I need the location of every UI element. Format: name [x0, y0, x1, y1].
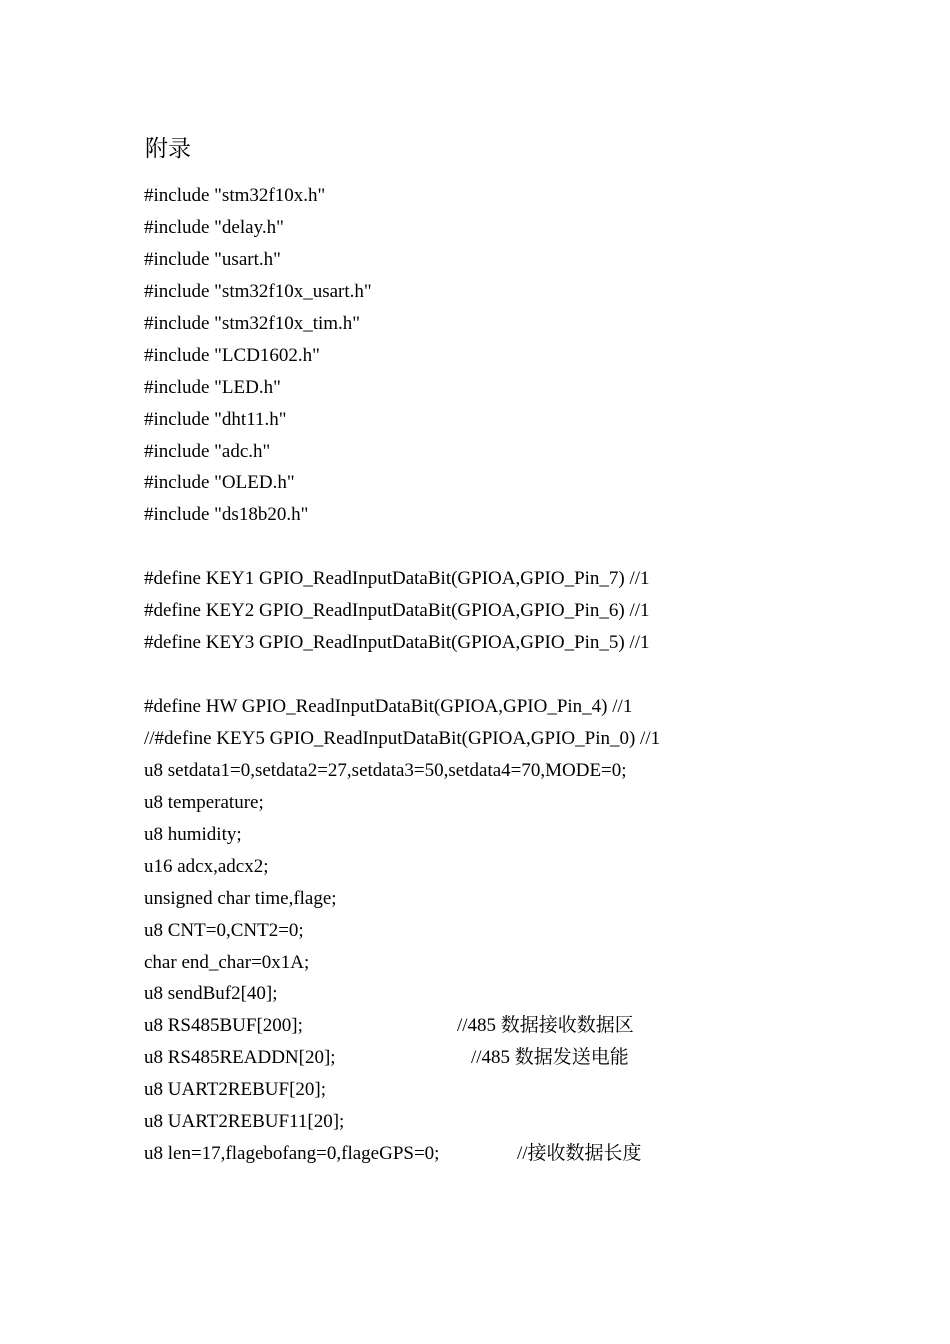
code-text: u8 sendBuf2[40];: [144, 983, 278, 1005]
code-line: [144, 1042, 904, 1074]
code-line: [144, 244, 904, 276]
code-line: [144, 1010, 904, 1042]
code-line: [144, 563, 904, 595]
code-text: //#define KEY5 GPIO_ReadInputDataBit(GPIOA,GPIO_Pin_0) //1: [144, 727, 661, 749]
code-text: #include "OLED.h": [144, 472, 295, 494]
code-line: [144, 659, 904, 691]
code-text: #include "stm32f10x_tim.h": [144, 312, 361, 334]
code-line: [144, 308, 904, 340]
code-line: [144, 212, 904, 244]
code-text: #define KEY3 GPIO_ReadInputDataBit(GPIOA,GPIO_Pin_5) //1: [144, 632, 650, 654]
code-text: u8 RS485BUF[200];: [144, 1015, 303, 1037]
code-comment: //485 数据接收数据区: [457, 1015, 634, 1037]
code-text: char end_char=0x1A;: [144, 951, 310, 973]
code-text: unsigned char time,flage;: [144, 887, 337, 909]
code-line: [144, 499, 904, 531]
code-text: #include "adc.h": [144, 440, 271, 462]
code-text: u8 CNT=0,CNT2=0;: [144, 919, 304, 941]
code-text: #include "delay.h": [144, 216, 284, 238]
code-text: #include "stm32f10x.h": [144, 185, 326, 206]
code-text: u8 setdata1=0,setdata2=27,setdata3=50,setdata4=70,MODE=0;: [144, 759, 627, 781]
code-line: [144, 1074, 904, 1106]
code-listing: [144, 180, 904, 1170]
code-text: u8 len=17,flagebofang=0,flageGPS=0;: [144, 1143, 440, 1165]
code-line: [144, 372, 904, 404]
code-line: [144, 340, 904, 372]
code-line: [144, 978, 904, 1010]
code-line: [144, 404, 904, 436]
code-text: #define HW GPIO_ReadInputDataBit(GPIOA,GPIO_Pin_4) //1: [144, 696, 633, 717]
code-line: [144, 595, 904, 627]
code-line: [144, 915, 904, 947]
code-line: [144, 276, 904, 308]
code-text: #include "usart.h": [144, 248, 281, 270]
code-text: u8 humidity;: [144, 823, 242, 845]
code-line: [144, 787, 904, 819]
code-line: [144, 180, 904, 212]
code-line: [144, 627, 904, 659]
code-text: #include "stm32f10x_usart.h": [144, 280, 372, 302]
code-line: [144, 883, 904, 915]
code-line: [144, 467, 904, 499]
code-text: u16 adcx,adcx2;: [144, 855, 269, 877]
code-text: u8 temperature;: [144, 791, 264, 813]
code-line: [144, 531, 904, 563]
code-line: [144, 819, 904, 851]
code-text: u8 RS485READDN[20];: [144, 1047, 336, 1069]
code-line: [144, 1138, 904, 1170]
code-text: u8 UART2REBUF[20];: [144, 1079, 327, 1101]
code-text: #include "LED.h": [144, 376, 281, 398]
code-comment: //接收数据长度: [517, 1143, 642, 1165]
code-line: [144, 947, 904, 979]
appendix-heading: 附录: [145, 136, 191, 162]
code-line: [144, 436, 904, 468]
code-line: [144, 723, 904, 755]
code-text: #include "ds18b20.h": [144, 504, 309, 526]
code-line: [144, 1106, 904, 1138]
code-text: #include "LCD1602.h": [144, 344, 320, 366]
code-text: #define KEY1 GPIO_ReadInputDataBit(GPIOA,GPIO_Pin_7) //1: [144, 568, 650, 590]
code-line: [144, 691, 904, 723]
code-text: u8 UART2REBUF11[20];: [144, 1111, 345, 1133]
code-text: #define KEY2 GPIO_ReadInputDataBit(GPIOA,GPIO_Pin_6) //1: [144, 600, 650, 622]
code-text: #include "dht11.h": [144, 408, 287, 430]
code-comment: //485 数据发送电能: [471, 1047, 629, 1069]
code-line: [144, 851, 904, 883]
code-line: [144, 755, 904, 787]
